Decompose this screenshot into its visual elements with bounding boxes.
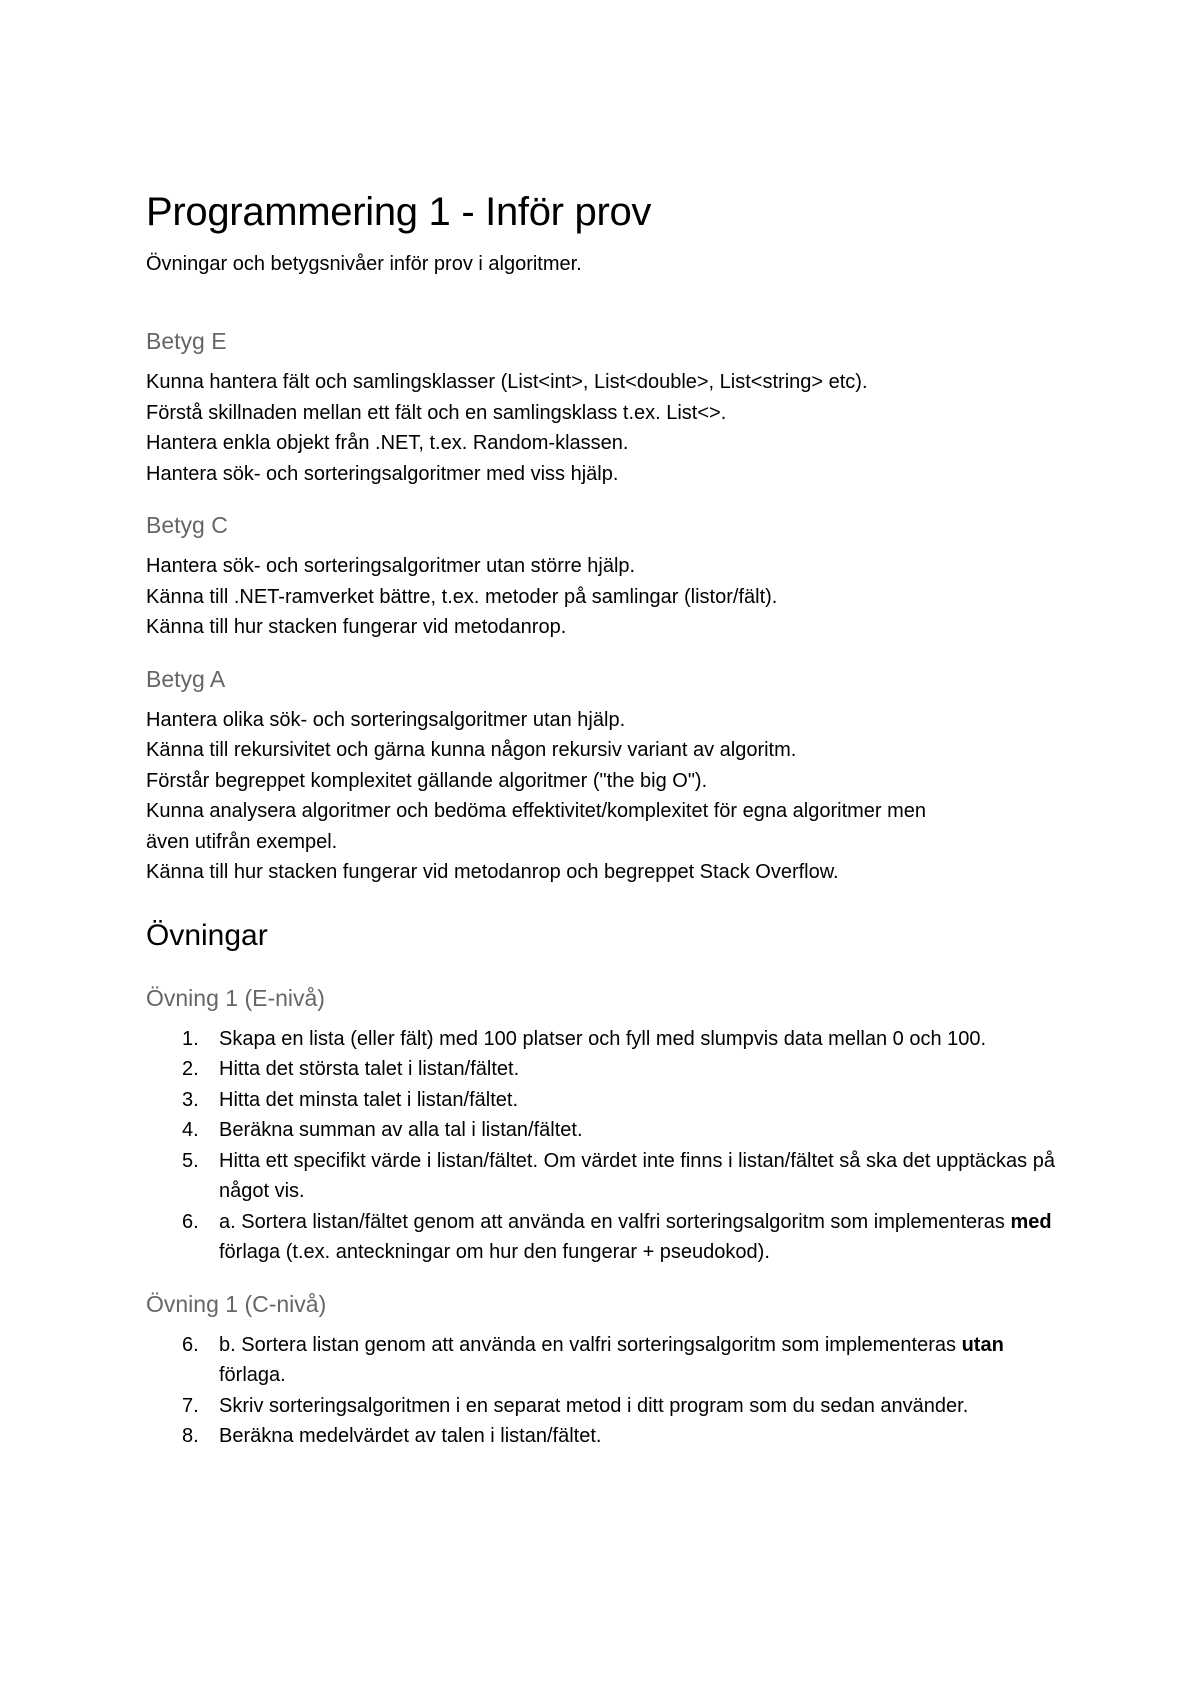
list-item: 2. Hitta det största talet i listan/fältet. — [182, 1058, 520, 1080]
grade-line: Känna till .NET-ramverket bättre, t.ex. metoder på samlingar (listor/fält). — [146, 585, 778, 608]
list-item: 4. Beräkna summan av alla tal i listan/fältet. — [182, 1119, 583, 1141]
list-item: 8. Beräkna medelvärdet av talen i listan/fältet. — [182, 1425, 602, 1447]
exercises-section — [146, 916, 1076, 1452]
grade-line: Förstå skillnaden mellan ett fält och en samlingsklass t.ex. List<>. — [146, 401, 727, 424]
exercise-c-list — [146, 1330, 1076, 1452]
page-title: Programmering 1 - Inför prov — [146, 190, 652, 234]
grade-line: Hantera sök- och sorteringsalgoritmer utan större hjälp. — [146, 555, 636, 577]
grade-c-lines — [146, 551, 1076, 643]
list-item: 6. b. Sortera listan genom att använda en valfri sorteringsalgoritm som implementeras utan förlaga. — [182, 1333, 1004, 1386]
grade-line: Känna till hur stacken fungerar vid metodanrop och begreppet Stack Overflow. — [146, 861, 839, 883]
grade-a-heading: Betyg A — [146, 665, 226, 692]
list-item: 5. Hitta ett specifikt värde i listan/fältet. Om värdet inte finns i listan/fältet så ska det upptäckas på något vis. — [182, 1149, 1055, 1202]
grade-line: Känna till hur stacken fungerar vid metodanrop. — [146, 616, 567, 638]
grade-a-lines — [146, 705, 1076, 888]
grade-e-lines — [146, 367, 1076, 489]
list-item: 7. Skriv sorteringsalgoritmen i en separat metod i ditt program som du sedan använder. — [182, 1394, 969, 1417]
exercise-c-heading: Övning 1 (C-nivå) — [146, 1290, 327, 1317]
document-page — [146, 184, 1076, 1452]
grade-a-section — [146, 663, 1076, 888]
page-subtitle: Övningar och betygsnivåer inför prov i algoritmer. — [146, 253, 582, 275]
list-item: 1. Skapa en lista (eller fält) med 100 platser och fyll med slumpvis data mellan 0 och 100. — [182, 1027, 987, 1050]
grade-line: även utifrån exempel. — [146, 830, 338, 853]
grade-line: Kunna analysera algoritmer och bedöma effektivitet/komplexitet för egna algoritmer men — [146, 800, 927, 822]
emphasis-text: utan — [961, 1333, 1004, 1356]
grade-line: Hantera olika sök- och sorteringsalgoritmer utan hjälp. — [146, 708, 626, 731]
grade-c-heading: Betyg C — [146, 512, 228, 538]
grade-line: Kunna hantera fält och samlingsklasser (List<int>, List<double>, List<string> etc). — [146, 371, 868, 393]
grade-line: Förstår begreppet komplexitet gällande algoritmer ("the big O"). — [146, 769, 708, 792]
grade-e-heading: Betyg E — [146, 328, 227, 354]
list-item: 3. Hitta det minsta talet i listan/fältet. — [182, 1088, 519, 1111]
emphasis-text: med — [1010, 1210, 1052, 1233]
exercise-e-list — [146, 1024, 1076, 1268]
list-item: 6. a. Sortera listan/fältet genom att använda en valfri sorteringsalgoritm som implementeras med förlaga (t.ex. anteckningar om hur den fungerar + pseudokod). — [182, 1210, 1052, 1263]
grade-line: Känna till rekursivitet och gärna kunna någon rekursiv variant av algoritm. — [146, 739, 797, 761]
exercises-heading: Övningar — [146, 918, 268, 952]
grade-line: Hantera enkla objekt från .NET, t.ex. Random-klassen. — [146, 432, 629, 454]
grade-c-section — [146, 509, 1076, 643]
exercise-e-heading: Övning 1 (E-nivå) — [146, 984, 325, 1011]
grade-e-section — [146, 325, 1076, 489]
grade-line: Hantera sök- och sorteringsalgoritmer med viss hjälp. — [146, 462, 619, 485]
